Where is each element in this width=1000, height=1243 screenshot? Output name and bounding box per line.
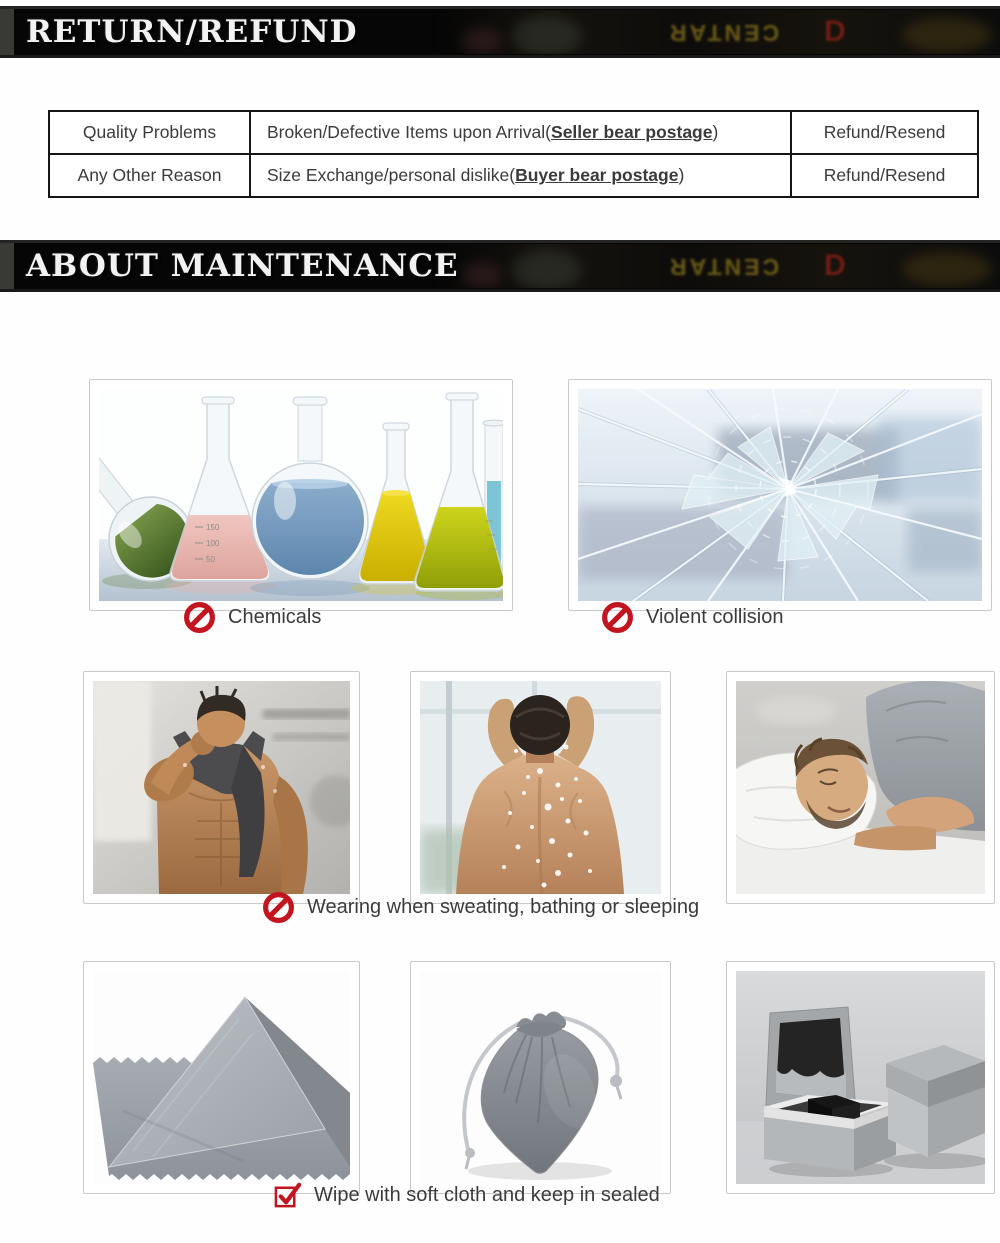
pouch-photo (410, 961, 671, 1194)
broken-glass-photo (568, 379, 992, 611)
chemicals-photo (89, 379, 513, 611)
prohibition-icon (183, 601, 216, 634)
prohibition-icon (262, 891, 295, 924)
return-refund-banner (0, 6, 1000, 58)
shower-illustration (420, 681, 661, 894)
caption-label: Wipe with soft cloth and keep in sealed (314, 1184, 660, 1206)
collage-word: CENTAR (667, 254, 780, 280)
condition-cell (250, 111, 791, 154)
condition-emphasis: Buyer bear postage (515, 165, 679, 185)
bathing-photo (410, 671, 671, 904)
condition-text: Size Exchange/personal dislike( (267, 165, 516, 185)
graduation-label: 100 (206, 539, 220, 548)
gym-illustration (93, 681, 350, 894)
collage-letter: D (824, 15, 846, 48)
sweating-photo (83, 671, 360, 904)
caption-label: Violent collision (646, 606, 784, 628)
caption-chemicals (183, 601, 321, 634)
about-maintenance-banner (0, 240, 1000, 292)
caption-wearing (262, 891, 699, 924)
condition-text: ) (712, 122, 719, 142)
resolution-cell: Refund/Resend (791, 154, 978, 197)
condition-emphasis: Seller bear postage (551, 122, 713, 142)
cloth-photo (83, 961, 360, 1194)
collage-word: CENTAR (667, 20, 780, 46)
graduation-label: 150 (206, 523, 220, 532)
condition-text: Broken/Defective Items upon Arrival( (267, 122, 552, 142)
box-photo (726, 961, 995, 1194)
sleeping-photo (726, 671, 995, 904)
caption-wipe (273, 1181, 660, 1210)
watch-box-illustration (736, 971, 985, 1184)
graduation-label: 50 (206, 555, 215, 564)
caption-violent-collision (601, 601, 784, 634)
condition-cell (250, 154, 791, 197)
drawstring-pouch-illustration (420, 971, 661, 1184)
sleeping-illustration (736, 681, 985, 894)
shattered-glass-illustration (578, 389, 982, 601)
table-row (49, 111, 978, 154)
return-refund-table (48, 110, 979, 198)
chemical-flasks-illustration (99, 389, 503, 601)
prohibition-icon (601, 601, 634, 634)
condition-text: ) (678, 165, 685, 185)
soft-cloth-illustration (93, 971, 350, 1184)
section-title-return-refund: RETURN/REFUND (26, 14, 358, 50)
collage-letter: D (824, 249, 846, 282)
section-title-about-maintenance: ABOUT MAINTENANCE (26, 248, 459, 284)
red-checkbox-icon (273, 1181, 302, 1210)
reason-cell: Quality Problems (49, 111, 250, 154)
caption-label: Wearing when sweating, bathing or sleeping (307, 896, 700, 918)
resolution-cell: Refund/Resend (791, 111, 978, 154)
table-row (49, 154, 978, 197)
caption-label: Chemicals (228, 606, 322, 628)
reason-cell: Any Other Reason (49, 154, 250, 197)
